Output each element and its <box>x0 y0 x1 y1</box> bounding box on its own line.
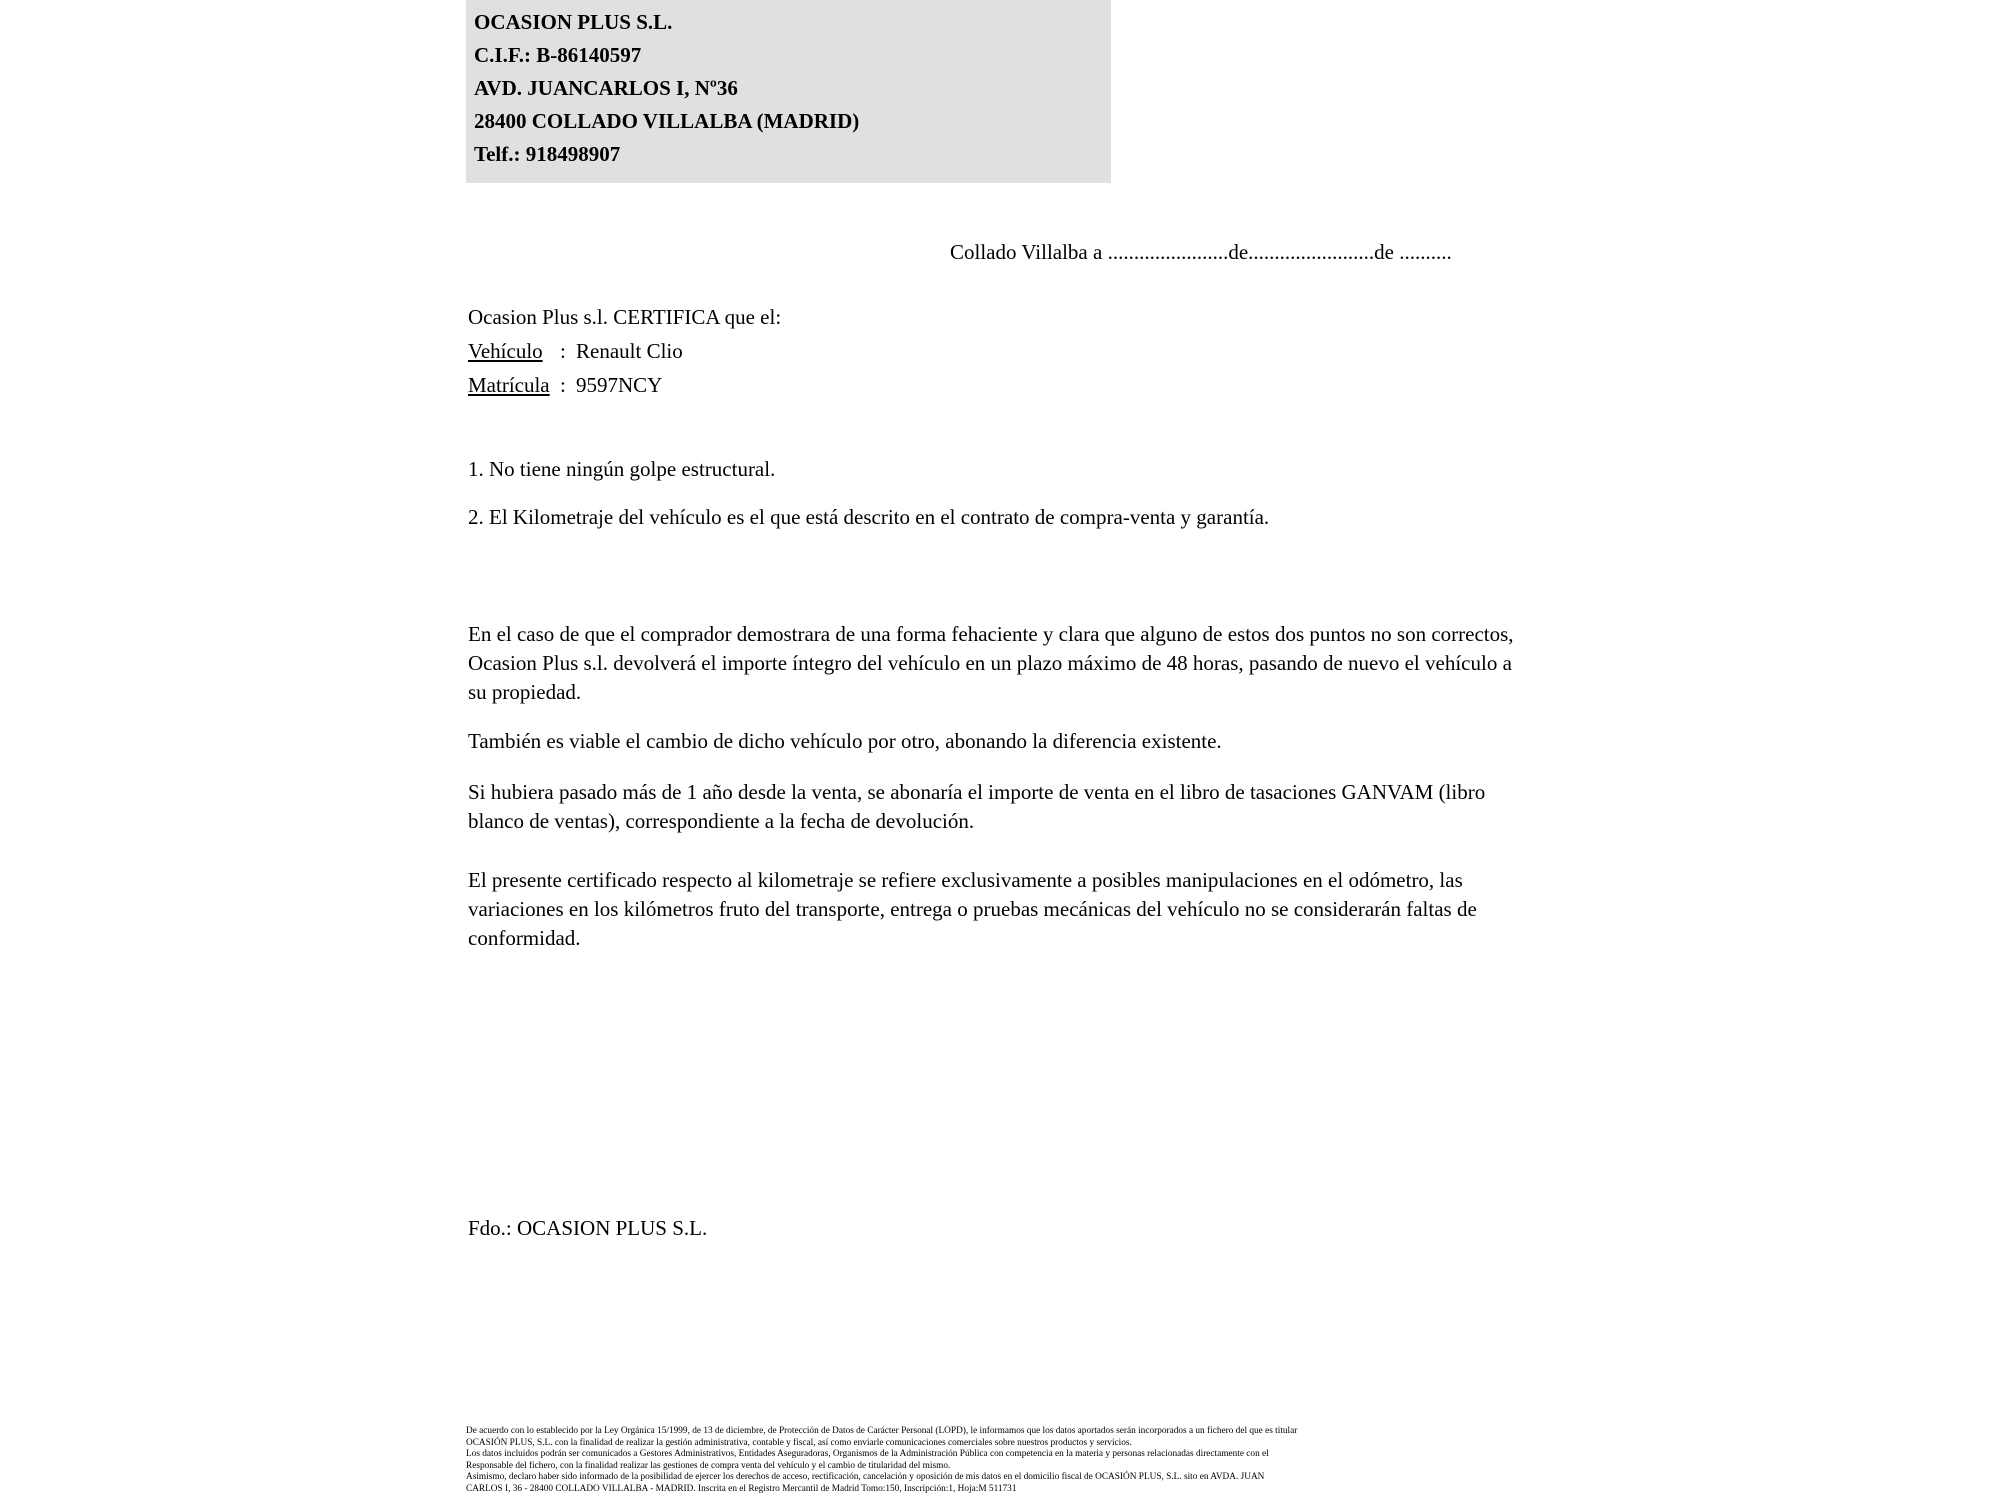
field-vehiculo-value: Renault Clio <box>576 339 683 363</box>
date-line: Collado Villalba a .......................de........................de .......... <box>950 240 1452 264</box>
certification-block <box>468 305 781 407</box>
field-vehiculo-label: Vehículo <box>468 339 543 363</box>
letterhead-company-name: OCASION PLUS S.L. <box>474 10 673 34</box>
signature-line: Fdo.: OCASION PLUS S.L. <box>468 1216 708 1240</box>
body-paragraph-2: También es viable el cambio de dicho vehículo por otro, abonando la diferencia existente. <box>468 729 1222 753</box>
field-matricula <box>468 373 781 398</box>
certified-point-1: 1. No tiene ningún golpe estructural. <box>468 457 776 481</box>
legal-footer-line-6: CARLOS I, 36 - 28400 COLLADO VILLALBA - MADRID. Inscrita en el Registro Mercantil de Madrid Tomo:150, Inscripción:1, Hoja:M 511731 <box>466 1483 1017 1494</box>
legal-footer <box>466 1426 1556 1496</box>
certified-point-2: 2. El Kilometraje del vehículo es el que está descrito en el contrato de compra-venta y garantía. <box>468 505 1270 529</box>
field-vehiculo <box>468 339 781 364</box>
body-paragraph-4: El presente certificado respecto al kilometraje se refiere exclusivamente a posibles manipulaciones en el odómetro, las variaciones en los kilómetros fruto del transporte, entrega o pruebas mecánicas del vehículo no se considerarán faltas de conformidad. <box>468 868 1477 950</box>
certification-heading: Ocasion Plus s.l. CERTIFICA que el: <box>468 305 782 329</box>
letterhead-city: 28400 COLLADO VILLALBA (MADRID) <box>474 109 860 133</box>
legal-footer-line-1: De acuerdo con lo establecido por la Ley Orgánica 15/1999, de 13 de diciembre, de Protección de Datos de Carácter Personal (LOPD), le informamos que los datos aportados serán incorporados a un fichero del que es titular <box>466 1426 1298 1436</box>
legal-footer-line-5: Asimismo, declaro haber sido informado de la posibilidad de ejercer los derechos de acceso, rectificación, cancelación y oposición de mis datos en el domicilio fiscal de OCASIÓN PLUS, S.L. sito en AVDA. JUAN <box>466 1472 1265 1483</box>
field-matricula-separator: : <box>560 373 566 397</box>
legal-footer-line-4: Responsable del fichero, con la finalidad realizar las gestiones de compra venta del vehículo y el cambio de titularidad del mismo. <box>466 1460 951 1471</box>
letterhead-phone: Telf.: 918498907 <box>474 142 621 166</box>
letterhead-cif: C.I.F.: B-86140597 <box>474 43 642 67</box>
letterhead-block <box>466 0 1111 183</box>
letterhead-address: AVD. JUANCARLOS I, Nº36 <box>474 76 738 100</box>
body-paragraph-1: En el caso de que el comprador demostrara de una forma fehaciente y clara que alguno de estos dos puntos no son correctos, Ocasion Plus s.l. devolverá el importe íntegro del vehículo en un plazo máximo de 48 horas, pasando de nuevo el vehículo a su propiedad. <box>468 622 1514 704</box>
body-paragraph-3: Si hubiera pasado más de 1 año desde la venta, se abonaría el importe de venta en el libro de tasaciones GANVAM (libro blanco de ventas), correspondiente a la fecha de devolución. <box>468 780 1486 833</box>
field-vehiculo-separator: : <box>560 339 566 363</box>
legal-footer-line-2: OCASIÓN PLUS, S.L. con la finalidad de realizar la gestión administrativa, contable y fiscal, así como enviarle comunicaciones comerciales sobre nuestros productos y servicios. <box>466 1437 1132 1448</box>
field-matricula-label: Matrícula <box>468 373 550 397</box>
legal-footer-line-3: Los datos incluidos podrán ser comunicados a Gestores Administrativos, Entidades Aseguradoras, Organismos de la Administración Pública con competencia en la materia y personas relacionadas directamente con el <box>466 1449 1269 1460</box>
field-matricula-value: 9597NCY <box>576 373 663 397</box>
